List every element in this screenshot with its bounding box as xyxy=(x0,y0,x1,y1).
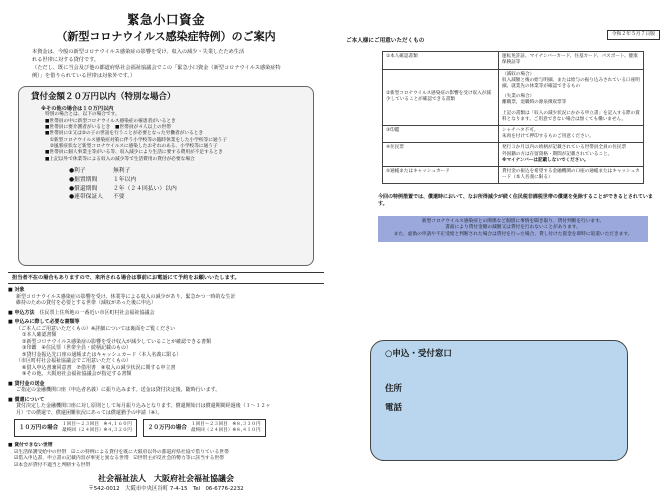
judgment-notice xyxy=(378,216,648,242)
doc-desc-line: 離職票、退職時の源泉徴収票等 xyxy=(502,100,567,106)
special-case-line: ■世帯員に①又は②の子の世話を行うことが必要となった労働者がいるとき xyxy=(45,131,204,137)
exemption-note: 今回の特例措置では、償還時において、なお所得減少が続く住民税非課税世帯の償還を免除することができるとされています。 xyxy=(378,194,653,208)
section-line: ⑤貸付金振込先口座の通帳またはキャッシュカード（本人名義に限る） xyxy=(22,351,182,358)
special-case-line: ■世帯員の中に新型コロナウイルス感染症の罹患者がいるとき xyxy=(45,118,176,124)
amount-box-100k xyxy=(14,419,137,437)
doc-name: ④住民票 xyxy=(383,143,499,167)
footer xyxy=(8,474,324,492)
notice-line: 書面により貸付金額の減額又は貸付を行わないことがあります。 xyxy=(445,225,581,231)
section-heading: ■ 貸付金の送金 xyxy=(8,380,45,387)
organization-name: 社会福祉法人 大阪府社会福祉協議会 xyxy=(98,474,234,484)
contact-box xyxy=(370,340,628,461)
address-label: 住所 xyxy=(385,384,403,395)
section-line: ⑨その他、大阪府社会福祉協議会が指定する書類 xyxy=(22,371,132,378)
notice-line: 新型コロナウイルス感染症との関係など個別に事情を聞き取り、貸付判断を行います。 xyxy=(421,218,605,224)
doc-desc-line: （失業の場合） xyxy=(502,94,535,100)
loan-terms xyxy=(69,167,305,202)
notice-line: また、虚偽の申請や不正受給と判断された場合は貸付を行った場合、貸し付けた資金を即時に返還いただきます。 xyxy=(393,231,633,237)
section-line: 住民票上住所地の一番近い市区町村社会福祉協議会 xyxy=(39,309,155,316)
special-case-line: ②風邪症状など新型コロナウイルスに感染したおそれのある、小学校等に通う子 xyxy=(45,144,218,150)
table-row xyxy=(383,143,644,167)
doc-name: ⑤通帳またはキャッシュカード xyxy=(383,166,499,183)
special-case-line: ■世帯員に要介護者がいるとき ■世帯員が４人以上の世帯 xyxy=(45,125,172,131)
term-key: ●利子 xyxy=(69,168,86,175)
edition-date: 令和２年５月７日版 xyxy=(607,30,660,40)
doc-desc xyxy=(499,166,644,183)
section-repayment xyxy=(8,397,324,417)
section-line: 新型コロナウイルス感染症の影響を受け、休業等による収入の減少があり、緊急かつ一時的な生計 xyxy=(16,293,236,300)
docs-heading: ご本人様にご用意いただくもの xyxy=(346,38,425,44)
term-key: ●据置期間 xyxy=(69,176,98,183)
special-case-line: ■上記以外で休業等による収入の減少等で生活費用の貸付が必要な場合 xyxy=(45,156,195,162)
section-line: （市区町村社会福祉協議会でご用意いただくもの） xyxy=(16,358,132,365)
section-line: ご指定の金融機関口座（申込者名義）に振り込みます。送金は貸付決定後、随時行います。 xyxy=(16,387,221,394)
left-column xyxy=(0,0,332,492)
doc-name: ③印鑑 xyxy=(383,125,499,142)
special-cases xyxy=(45,112,305,163)
special-case-line: ■世帯員に個人事業主等がいる等、収入減少により生活に要する費用が不足するとき xyxy=(45,150,223,156)
section-heading: ■ 貸付できない世帯 xyxy=(8,443,53,449)
table-row xyxy=(383,69,644,125)
term-key: ●連帯保証人 xyxy=(69,194,104,201)
doc-name: ②新型コロナウイルス感染症の影響を受け収入が減少していることが確認できる書類 xyxy=(383,69,499,125)
documents-table xyxy=(382,51,644,184)
term-value: １年以内 xyxy=(113,176,137,183)
section-line: 月）での償還で、償還困難状況にあっては償還猶予の申請（※）。 xyxy=(16,409,163,416)
doc-desc-line: （減収の場合） xyxy=(502,71,535,77)
term-row xyxy=(69,185,305,194)
special-case-line: ①新型コロナウイルス感染症対策に伴う小学校等の臨時休業をした小学校等に通う子 xyxy=(45,137,228,143)
amount-details xyxy=(62,422,132,434)
term-key: ●償還期間 xyxy=(69,185,98,192)
section-line: ③印鑑 ④住民票（世帯全員・続柄記載のもの） xyxy=(22,345,131,352)
amount-box-200k xyxy=(143,419,266,437)
doc-desc-line: ※マイナンバーは記載しないでください。 xyxy=(502,157,589,163)
doc-desc xyxy=(499,143,644,167)
section-line: ☑生活保護受給中の世帯 ☑この特例による貸付を既に大阪府以外の都道府県社協で借りている世帯 xyxy=(14,449,229,455)
section-heading: ■ 対象 xyxy=(8,287,25,294)
loan-heading: 貸付金額２０万円以内（特別な場合） xyxy=(31,91,176,102)
section-line: ☑借入申込書、申立書の記載内容が事実と異なる世帯 ☑世帯主が反社会的勢力等に該当する世帯 xyxy=(14,456,225,462)
page-subtitle: （新型コロナウイルス感染症特例）のご案内 xyxy=(56,30,276,44)
term-row xyxy=(69,176,305,185)
amount-line: 最終回（２４回目）※８,４１０円 xyxy=(190,428,261,434)
section-apply-method xyxy=(8,310,324,317)
section-heading: ■ 申込方法 xyxy=(8,309,35,316)
loan-sub: ※その他の場合は１０万円以内 xyxy=(41,105,114,112)
intro-line: 例）」を借りられている世帯は対象外です。） xyxy=(32,72,136,79)
term-value: 無利子 xyxy=(113,168,131,175)
section-heading: ■ 償還について xyxy=(8,396,45,403)
section-documents xyxy=(8,319,324,378)
loan-amount-box xyxy=(18,86,314,266)
amount-line: １回目～２３回目 ※８,３３０円 xyxy=(190,422,261,428)
section-ineligible xyxy=(8,443,324,469)
amount-line: １回目～２３回目 ※４,１６０円 xyxy=(62,422,132,428)
amount-line: 最終回（２４回目）※４,３２０円 xyxy=(62,428,132,434)
doc-desc-line: 収入減額と後の給与明細、または給与の振り込みされている口座明細、就業先の休業等が確認できるもの xyxy=(502,77,640,90)
doc-desc xyxy=(499,125,644,142)
doc-desc-line: 発行３か月以内の続柄が記載されている世帯員全員の住民票 xyxy=(502,145,627,151)
section-line: 貸付決定した金融機関口座に対し原則として毎月振り込みとなります。償還開始日は償還期間経過後（１～１２ヶ xyxy=(16,403,271,410)
term-row xyxy=(69,167,305,176)
doc-desc xyxy=(499,69,644,125)
amount-label: １０万円の場合 xyxy=(19,424,59,431)
term-row xyxy=(69,193,305,202)
intro-line: れる世帯に対する貸付です。 xyxy=(32,56,100,63)
table-row xyxy=(383,52,644,69)
doc-desc xyxy=(499,52,644,69)
amount-label: ２０万円の場合 xyxy=(147,424,187,431)
term-value: ２年（２４回払い）以内 xyxy=(113,185,177,192)
intro-text xyxy=(32,49,314,80)
section-target xyxy=(8,287,324,307)
phone-label: 電話 xyxy=(385,403,403,414)
intro-line: （ただし、既に当会及び他の都道府県社会福祉協議会でこの「緊急小口資金（新型コロナウイルス感染症特 xyxy=(32,64,281,71)
section-line: （ご本人にご用意いただくもの）※詳細については裏面をご覧ください xyxy=(16,325,176,332)
section-heading: ■ 申込みに際して必要な書類等 xyxy=(8,319,80,326)
table-row xyxy=(383,166,644,183)
table-row xyxy=(383,125,644,142)
section-remittance xyxy=(8,381,324,394)
page-title: 緊急小口資金 xyxy=(126,12,205,27)
doc-desc-line: 上記の書類は「収入の減少状況にかかる申立書」を記入する際の資料となります。ご用意できない場合は無くても構いません。 xyxy=(502,110,640,122)
contact-heading: ○申込・受付窓口 xyxy=(385,349,452,359)
section-line: ⑥借入申込書兼同意書 ⑦借用書 ⑧収入の減少状況に関する申立書 xyxy=(22,364,176,371)
repayment-amounts xyxy=(14,419,324,437)
section-line: 維持のための貸付を必要とする世帯（減収があった後に申込） xyxy=(16,300,156,307)
doc-name: ①本人確認書類 xyxy=(383,52,499,69)
doc-desc-line: 朱肉を付けて押印するものご用意ください。 xyxy=(502,134,594,140)
notice-bar: 担当者不在の場合もありますので、来所される場合は事前にお電話にて予約をお願いいたします。 xyxy=(8,272,324,285)
term-value: 不要 xyxy=(113,194,125,201)
intro-line: 本資金は、今般の新型コロナウイルス感染症の影響を受け、収入の減少・失業したため生活 xyxy=(32,48,245,55)
amount-details xyxy=(191,422,261,434)
doc-desc-line: 貸付金の振込を希望する金融機関の口座の通帳またはキャッシュカード（本人名義に限る） xyxy=(502,168,640,181)
organization-address: 〒542-0012 大阪市中央区谷町 7-4-15 Tel 06-6776-2232 xyxy=(88,485,244,492)
doc-desc-line: シャチハタ不可。 xyxy=(502,127,539,133)
doc-desc-line: 外国籍の方は在留資格・期間が記載されていること。 xyxy=(502,151,613,157)
section-line: ①本人確認書類 xyxy=(22,332,57,339)
section-line: ☑本会が貸付不適当と判断する世帯 xyxy=(14,462,91,468)
doc-desc-line: 運転免許証、マイナンバーカード、住基カード、パスポート、健康保険証等 xyxy=(502,54,638,66)
special-case-line: 特別の場合とは、以下の場合です。 xyxy=(45,112,120,118)
section-line: ②新型コロナウイルス感染症の影響を受け収入が減少していることが確認できる書類 xyxy=(22,338,212,345)
